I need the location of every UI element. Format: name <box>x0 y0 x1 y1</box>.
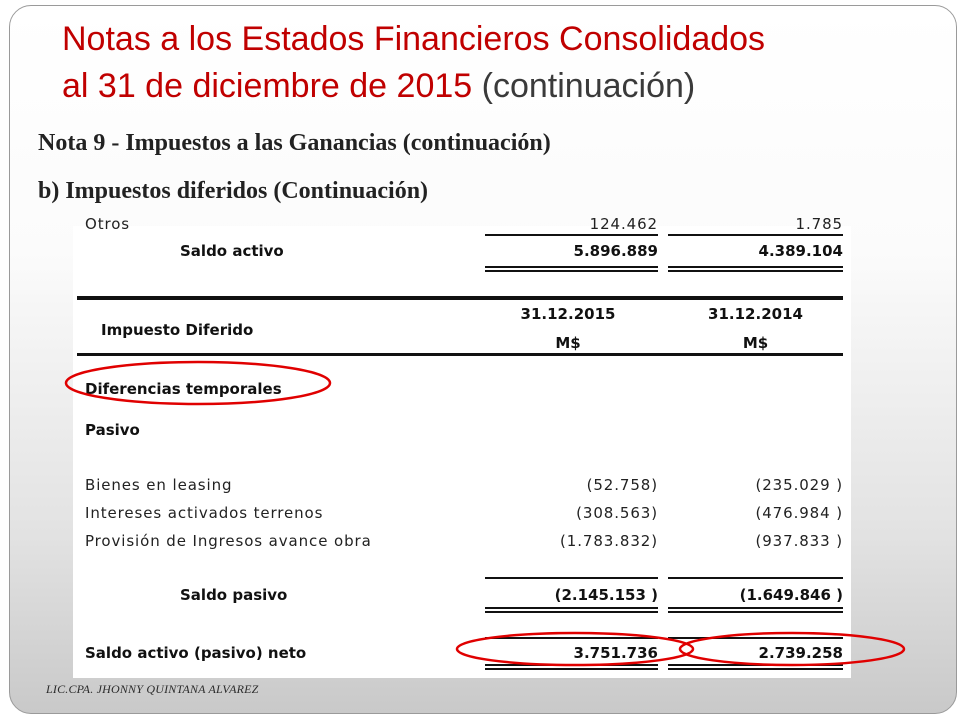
section-heading: b) Impuestos diferidos (Continuación) <box>38 178 429 204</box>
tax-table-image <box>73 215 851 678</box>
saldo-activo-2014: 4.389.104 <box>758 242 843 260</box>
saldo-neto-2014: 2.739.258 <box>758 644 843 662</box>
footer-author: LIC.CPA. JHONNY QUINTANA ALVAREZ <box>46 682 259 696</box>
saldo-pasivo-2014: (1.649.846 ) <box>739 586 843 604</box>
slide <box>9 5 957 714</box>
rule <box>668 664 843 666</box>
rule <box>668 637 843 639</box>
saldo-activo-label: Saldo activo <box>180 242 284 260</box>
row-value-2015: (308.563) <box>576 504 658 522</box>
slide-title <box>62 16 942 110</box>
rule <box>485 607 658 609</box>
title-continuation: (continuación) <box>481 67 696 105</box>
otros-2014: 1.785 <box>795 215 843 233</box>
rule <box>485 611 658 613</box>
rule <box>485 637 658 639</box>
rule <box>485 270 658 272</box>
rule <box>668 577 843 579</box>
rule <box>668 607 843 609</box>
saldo-pasivo-label: Saldo pasivo <box>180 586 288 604</box>
rule <box>668 611 843 613</box>
row-label: Intereses activados terrenos <box>85 504 324 522</box>
row-value-2015: (52.758) <box>586 476 658 494</box>
row-value-2014: (235.029 ) <box>755 476 843 494</box>
rule <box>485 664 658 666</box>
rule <box>485 234 658 236</box>
date-2015: 31.12.2015 <box>520 305 616 323</box>
rule <box>668 234 843 236</box>
unit-2015: M$ <box>555 334 581 352</box>
diferencias-temporales-label: Diferencias temporales <box>85 380 282 398</box>
note-heading: Nota 9 - Impuestos a las Ganancias (continuación) <box>38 130 551 156</box>
header-top-rule <box>77 296 843 300</box>
title-line2: al 31 de diciembre de 2015 <box>62 67 473 105</box>
rule <box>668 668 843 670</box>
unit-2014: M$ <box>742 334 769 352</box>
rule <box>485 577 658 579</box>
row-label: Provisión de Ingresos avance obra <box>85 532 372 550</box>
saldo-pasivo-2015: (2.145.153 ) <box>554 586 658 604</box>
row-value-2015: (1.783.832) <box>560 532 658 550</box>
otros-2015: 124.462 <box>589 215 658 233</box>
rule <box>485 266 658 268</box>
impuesto-diferido-label: Impuesto Diferido <box>101 321 254 339</box>
row-label: Bienes en leasing <box>85 476 233 494</box>
title-line1: Notas a los Estados Financieros Consolidados <box>62 20 766 58</box>
saldo-activo-2015: 5.896.889 <box>573 242 658 260</box>
pasivo-label: Pasivo <box>85 421 140 439</box>
rule <box>668 270 843 272</box>
rule <box>485 668 658 670</box>
date-2014: 31.12.2014 <box>708 305 803 323</box>
row-value-2014: (476.984 ) <box>755 504 843 522</box>
saldo-neto-2015: 3.751.736 <box>573 644 658 662</box>
row-label-otros: Otros <box>85 215 131 233</box>
header-bottom-rule <box>77 353 843 356</box>
row-value-2014: (937.833 ) <box>755 532 843 550</box>
saldo-neto-label: Saldo activo (pasivo) neto <box>85 644 307 662</box>
rule <box>668 266 843 268</box>
